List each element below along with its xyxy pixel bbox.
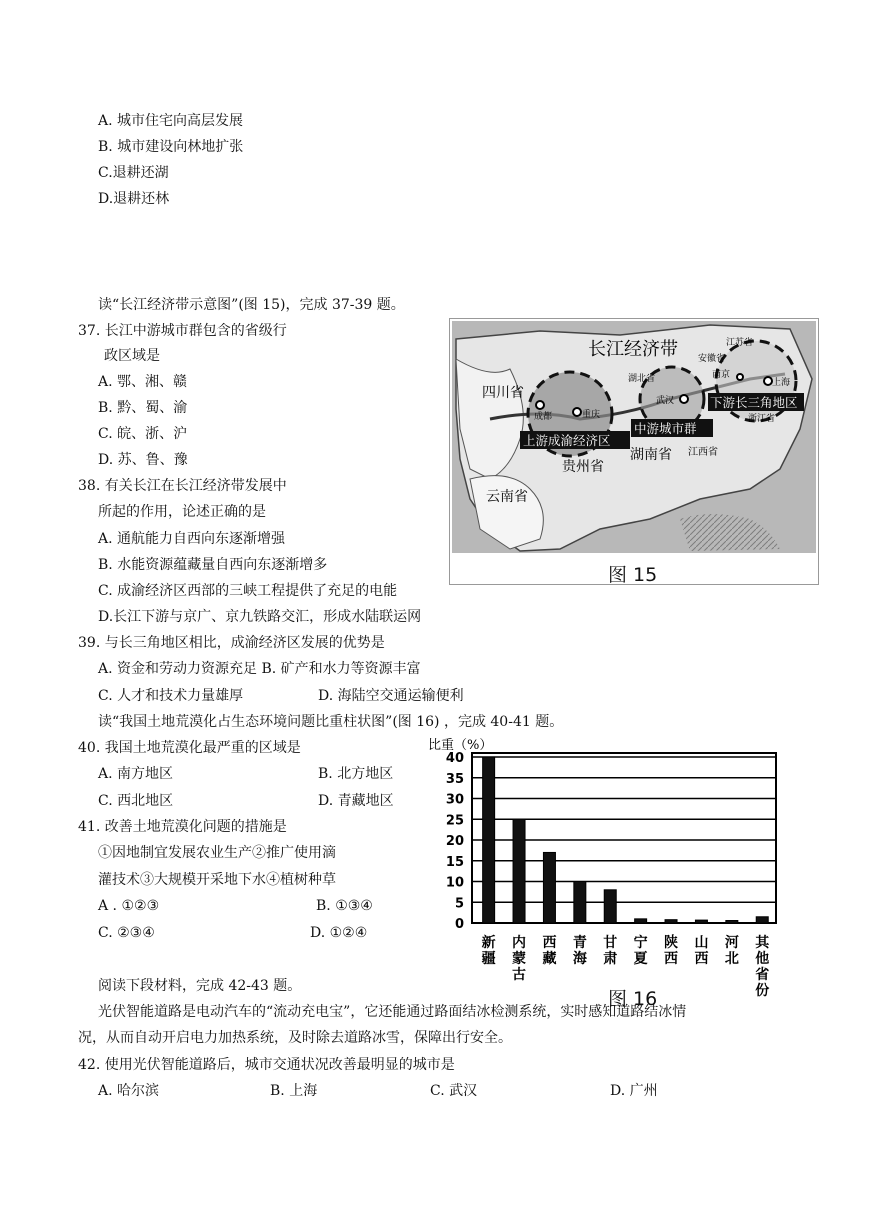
q39-option-d: D. 海陆空交通运输便利 <box>318 688 464 704</box>
figure-16-caption: 图 16 <box>608 988 658 1010</box>
map-title: 长江经济带 <box>588 339 678 360</box>
bar <box>726 921 738 923</box>
q40-stem: 40. 我国土地荒漠化最严重的区域是 <box>78 740 301 756</box>
upper-region-label: 上游成渝经济区 <box>523 433 611 448</box>
x-tick-label: 山西 <box>694 935 709 967</box>
wuhan-dot <box>680 395 688 403</box>
q41-option-a: A . ①②③ <box>98 898 160 914</box>
label-nanjing: 南京 <box>712 370 731 380</box>
q41-stem: 41. 改善土地荒漠化问题的措施是 <box>78 819 287 835</box>
q40-option-d: D. 青藏地区 <box>318 793 394 809</box>
bar <box>756 917 768 923</box>
chongqing-dot <box>573 408 581 416</box>
map-svg <box>450 319 818 584</box>
q37-option-b: B. 黔、蜀、渝 <box>98 400 188 416</box>
label-guizhou: 贵州省 <box>562 459 604 475</box>
bar <box>513 819 525 923</box>
figure-16-chart <box>426 735 786 1007</box>
q37-option-d: D. 苏、鲁、豫 <box>98 452 188 468</box>
label-yunnan: 云南省 <box>486 489 528 505</box>
x-tick-label: 河北 <box>724 935 739 967</box>
option-b-line: B. 城市建设向林地扩张 <box>98 139 244 155</box>
y-tick-label: 35 <box>445 771 464 787</box>
figure-15-map <box>449 318 819 585</box>
q39-stem: 39. 与长三角地区相比，成渝经济区发展的优势是 <box>78 635 385 651</box>
bar <box>574 882 586 924</box>
y-tick-label: 5 <box>454 896 464 912</box>
material-line-1: 光伏智能道路是电动汽车的“流动充电宝”，它还能通过路面结冰检测系统，实时感知道路结冰情 <box>98 1004 687 1020</box>
lower-region-label: 下游长三角地区 <box>710 395 798 410</box>
option-d-line: D.退耕还林 <box>98 191 170 207</box>
bar <box>604 890 616 923</box>
label-zhejiang: 浙江省 <box>748 414 776 424</box>
q42-option-d: D. 广州 <box>610 1083 658 1099</box>
option-c-line: C.退耕还湖 <box>98 165 169 181</box>
label-jiangsu: 江苏省 <box>726 338 754 348</box>
q42-option-a: A. 哈尔滨 <box>98 1083 160 1099</box>
label-jiangxi: 江西省 <box>688 447 718 458</box>
x-tick-label: 西藏 <box>542 935 557 967</box>
chengdu-dot <box>536 401 544 409</box>
q37-option-c: C. 皖、浙、沪 <box>98 426 188 442</box>
q37-stem-1: 37. 长江中游城市群包含的省级行 <box>78 323 287 339</box>
x-tick-label: 陕西 <box>664 935 679 967</box>
chart-y-axis-label: 比重（%） <box>428 738 493 753</box>
label-sichuan: 四川省 <box>482 385 524 401</box>
bar <box>483 757 495 923</box>
y-tick-label: 25 <box>445 813 464 829</box>
x-tick-label: 宁夏 <box>633 935 648 967</box>
y-tick-label: 30 <box>445 792 464 808</box>
bar <box>665 920 677 923</box>
label-anhui: 安徽省 <box>698 354 726 364</box>
y-tick-label: 10 <box>445 875 464 891</box>
x-tick-label: 内蒙古 <box>512 935 527 983</box>
middle-region-label: 中游城市群 <box>634 421 697 436</box>
option-a-line: A. 城市住宅向高层发展 <box>98 113 244 129</box>
q38-option-d: D.长江下游与京广、京九铁路交汇，形成水陆联运网 <box>98 609 422 625</box>
q37-option-a: A. 鄂、湘、赣 <box>98 374 188 390</box>
chart-svg <box>426 735 786 1007</box>
chart-y-ticks <box>446 751 464 932</box>
q38-option-b: B. 水能资源蕴藏量自西向东逐渐增多 <box>98 557 328 573</box>
q41-option-c: C. ②③④ <box>98 925 155 941</box>
q37-stem-2: 政区域是 <box>104 348 160 364</box>
q39-option-c: C. 人才和技术力量雄厚 <box>98 688 244 704</box>
q41-option-d: D. ①②④ <box>310 925 368 941</box>
q38-stem-2: 所起的作用，论述正确的是 <box>98 504 266 520</box>
intro-fig15: 读“长江经济带示意图”(图 15)，完成 37-39 题。 <box>98 297 405 313</box>
q42-option-b: B. 上海 <box>270 1083 318 1099</box>
q38-stem-1: 38. 有关长江在长江经济带发展中 <box>78 478 287 494</box>
y-tick-label: 20 <box>445 834 464 849</box>
shanghai-dot <box>764 377 772 385</box>
q41-statements-2: 灌技术③大规模开采地下水④植树种草 <box>98 872 336 888</box>
figure-15-caption: 图 15 <box>608 564 658 586</box>
x-tick-label: 青海 <box>572 935 587 967</box>
label-wuhan: 武汉 <box>656 396 675 406</box>
intro-fig16: 读“我国土地荒漠化占生态环境问题比重柱状图”(图 16) ，完成 40-41 题。 <box>98 714 564 730</box>
q38-option-c: C. 成渝经济区西部的三峡工程提供了充足的电能 <box>98 583 398 599</box>
label-chongqing: 重庆 <box>582 410 601 420</box>
label-hunan: 湖南省 <box>630 447 672 463</box>
x-tick-label: 新疆 <box>481 935 496 967</box>
bar <box>543 852 555 923</box>
q42-stem: 42. 使用光伏智能道路后，城市交通状况改善最明显的城市是 <box>78 1057 455 1073</box>
label-hubei: 湖北省 <box>628 374 656 384</box>
intro-material: 阅读下段材料，完成 42-43 题。 <box>98 978 302 994</box>
bar <box>695 920 707 923</box>
q40-option-a: A. 南方地区 <box>98 766 174 782</box>
x-tick-label: 甘肃 <box>603 935 618 967</box>
q41-statements-1: ①因地制宜发展农业生产②推广使用滴 <box>98 845 336 861</box>
q39-option-ab: A. 资金和劳动力资源充足 B. 矿产和水力等资源丰富 <box>98 661 421 677</box>
bar <box>635 919 647 923</box>
label-chengdu: 成都 <box>534 412 553 422</box>
q41-option-b: B. ①③④ <box>316 898 373 914</box>
label-shanghai: 上海 <box>772 378 791 388</box>
y-tick-label: 40 <box>445 751 464 766</box>
q40-option-b: B. 北方地区 <box>318 766 394 782</box>
q40-option-c: C. 西北地区 <box>98 793 174 809</box>
q42-option-c: C. 武汉 <box>430 1083 478 1099</box>
x-tick-label: 其他省份 <box>755 935 770 999</box>
nanjing-dot <box>737 374 743 380</box>
material-line-2: 况，从而自动开启电力加热系统，及时除去道路冰雪，保障出行安全。 <box>78 1030 512 1046</box>
q38-option-a: A. 通航能力自西向东逐渐增强 <box>98 531 286 547</box>
y-tick-label: 15 <box>445 854 464 870</box>
y-tick-label: 0 <box>454 917 464 932</box>
